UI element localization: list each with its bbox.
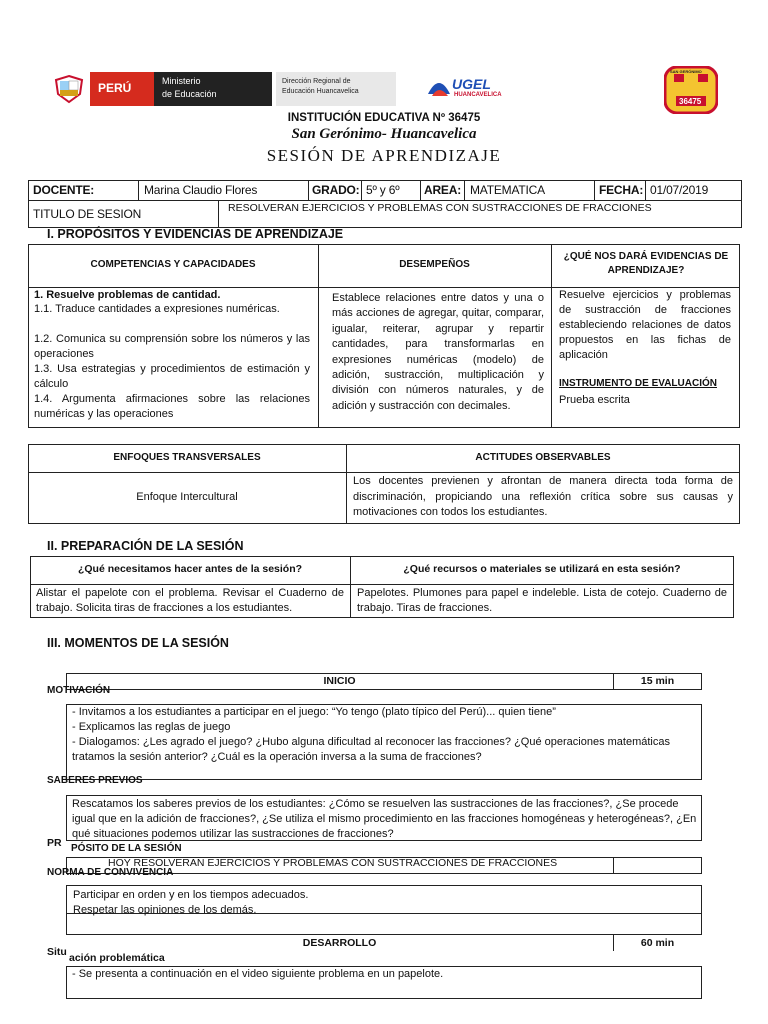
motivacion-label: MOTIVACIÓN <box>47 685 111 696</box>
transversal-header-divider <box>28 472 740 473</box>
competences-col-2 <box>551 244 552 428</box>
ugel-logo <box>424 74 514 104</box>
desarrollo-time: 60 min <box>640 937 675 949</box>
evidence-text: Resuelve ejercicios y problemas de sustracción de fracciones estableciendo relaciones de datos propuestos en las fichas de aplicación <box>559 289 731 361</box>
info-col-7 <box>645 180 646 200</box>
saberes-text: Rescatamos los saberes previos de los estudiantes: ¿Cómo se resuelven las sustracciones de las fracciones?, ¿Se procede igual que en la adición de fracciones?, ¿Se utiliza el mismo procedimiento en las fracciones homogéneas y heterogéneas?, ¿En qué situaciones podemos utilizar las sustracciones de fracciones? <box>72 798 697 840</box>
attitudes-text: Los docentes previenen y afrontan de manera directa toda forma de discriminación, propiciando una reflexión crítica sobre sus causas y motivaciones con todos los estudiantes. <box>353 475 733 518</box>
before-text: Alistar el papelote con el problema. Revisar el Cuaderno de trabajo. Solicita tiras de fracciones a los estudiantes. <box>36 587 344 614</box>
motivacion-item-2: - Explicamos las reglas de juego <box>72 721 231 733</box>
capacity-1: 1.1. Traduce cantidades a expresiones numéricas. <box>34 303 280 315</box>
institution-location: San Gerónimo- Huancavelica <box>291 126 477 142</box>
seal-number: 36475 <box>679 97 702 106</box>
info-col-title <box>218 200 219 228</box>
institution-name: INSTITUCIÓN EDUCATIVA Nº 36475 <box>287 112 481 124</box>
motivacion-item-3: - Dialogamos: ¿Les agrado el juego? ¿Hubo alguna dificultad al reconocer las fracciones? ¿Qué operaciones matemáticas tratamos la sesión anterior? ¿Cuál es la operación inversa a la suma de fracciones? <box>72 736 670 763</box>
before-header: ¿Qué necesitamos hacer antes de la sesión? <box>77 563 303 575</box>
ministry-line2: de Educación <box>162 89 217 99</box>
saberes-label: SABERES PREVIOS <box>47 775 143 786</box>
situacion-label-a: Situ <box>47 946 67 958</box>
inicio-time: 15 min <box>640 675 675 687</box>
docente-label: DOCENTE: <box>33 183 95 197</box>
grado-label: GRADO: <box>312 183 360 197</box>
titulo-value: RESOLVERAN EJERCICIOS Y PROBLEMAS CON SUSTRACCIONES DE FRACCIONES <box>228 202 652 214</box>
region-logo <box>276 72 396 106</box>
situacion-text: - Se presenta a continuación en el video siguiente problema en un papelote. <box>72 968 444 980</box>
info-col-2 <box>308 180 309 200</box>
titulo-label: TITULO DE SESION <box>33 207 142 221</box>
instrument-value: Prueba escrita <box>559 394 630 406</box>
section1-title: I. PROPÓSITOS Y EVIDENCIAS DE APRENDIZAJE <box>47 227 344 241</box>
section3-title: III. MOMENTOS DE LA SESIÓN <box>47 636 229 650</box>
school-seal <box>664 66 718 114</box>
capacity-2: 1.2. Comunica su comprensión sobre los números y las operaciones <box>34 333 310 360</box>
seal-top-text: SAN GERÓNIMO <box>670 69 702 74</box>
desarrollo-label: DESARROLLO <box>302 937 377 949</box>
instrument-label: INSTRUMENTO DE EVALUACIÓN <box>559 378 717 389</box>
motivacion-item-1: - Invitamos a los estudiantes a participar en el juego: “Yo tengo (plato típico del Perú)... quien tiene” <box>72 706 556 718</box>
preparation-header-divider <box>30 584 734 585</box>
info-col-3 <box>361 180 362 200</box>
info-divider <box>28 200 742 201</box>
ugel-figure-icon <box>424 74 454 102</box>
col-evidencias-header: ¿QUÉ NOS DARÁ EVIDENCIAS DE APRENDIZAJE? <box>563 251 729 276</box>
ministry-line1: Ministerio <box>162 76 201 86</box>
fecha-label: FECHA: <box>599 183 644 197</box>
proposito-divider <box>613 857 614 874</box>
capacity-3: 1.3. Usa estrategias y procedimientos de estimación y cálculo <box>34 363 310 390</box>
capacity-4: 1.4. Argumenta afirmaciones sobre las relaciones numéricas y las operaciones <box>34 393 310 420</box>
ugel-text: UGEL <box>452 76 491 92</box>
materials-text: Papelotes. Plumones para papel e indeleble. Lista de cotejo. Cuaderno de trabajo. Tiras de fracciones. <box>357 587 727 614</box>
peru-text: PERÚ <box>98 81 132 95</box>
grado-value: 5º y 6º <box>366 183 400 197</box>
session-title: SESIÓN DE APRENDIZAJE <box>266 146 502 165</box>
enfoques-header: ENFOQUES TRANSVERSALES <box>113 452 261 463</box>
info-col-6 <box>594 180 595 200</box>
inicio-label: INICIO <box>323 675 356 687</box>
region-line2: Educación Huancavelica <box>282 88 359 95</box>
ugel-sub: HUANCAVELICA <box>454 92 502 98</box>
col-competencias-header: COMPETENCIAS Y CAPACIDADES <box>90 259 256 270</box>
proposito-text: HOY RESOLVERAN EJERCICIOS Y PROBLEMAS CON SUSTRACCIONES DE FRACCIONES <box>108 857 558 869</box>
peru-shield-icon <box>52 74 86 104</box>
norma-item-2: Respetar las opiniones de los demás. <box>73 904 257 916</box>
proposito-label-a: PR <box>47 837 62 849</box>
performance-text: Establece relaciones entre datos y una o más acciones de agregar, quitar, comparar, igualar, reiterar, agrupar y repartir cantidades, para transformarlas en expresiones numéricas (modelo) de adición, sustracción, multiplicación y división con números naturales, y de adición y sustracción con decimales. <box>332 292 544 412</box>
approach-text: Enfoque Intercultural <box>136 491 238 503</box>
proposito-label-b: PÓSITO DE LA SESIÓN <box>71 843 182 854</box>
info-col-1 <box>138 180 139 200</box>
competence-title: 1. Resuelve problemas de cantidad. <box>34 289 221 301</box>
area-label: AREA: <box>424 183 461 197</box>
ministry-logo <box>154 72 272 106</box>
docente-value: Marina Claudio Flores <box>144 183 258 197</box>
norma-item-1: Participar en orden y en los tiempos adecuados. <box>73 889 309 901</box>
section2-title: II. PREPARACIÓN DE LA SESIÓN <box>47 539 244 553</box>
competences-col-1 <box>318 244 319 428</box>
logo-band <box>52 72 396 106</box>
info-col-5 <box>464 180 465 200</box>
norma-label: NORMA DE CONVIVENCIA <box>47 867 174 878</box>
col-desempenos-header: DESEMPEÑOS <box>399 259 470 270</box>
area-value: MATEMATICA <box>470 183 545 197</box>
materials-header: ¿Qué recursos o materiales se utilizará en esta sesión? <box>403 563 681 575</box>
region-line1: Dirección Regional de <box>282 78 351 85</box>
fecha-value: 01/07/2019 <box>650 183 709 197</box>
situacion-label-b: ación problemática <box>69 952 165 964</box>
actitudes-header: ACTITUDES OBSERVABLES <box>475 452 611 463</box>
info-col-4 <box>420 180 421 200</box>
